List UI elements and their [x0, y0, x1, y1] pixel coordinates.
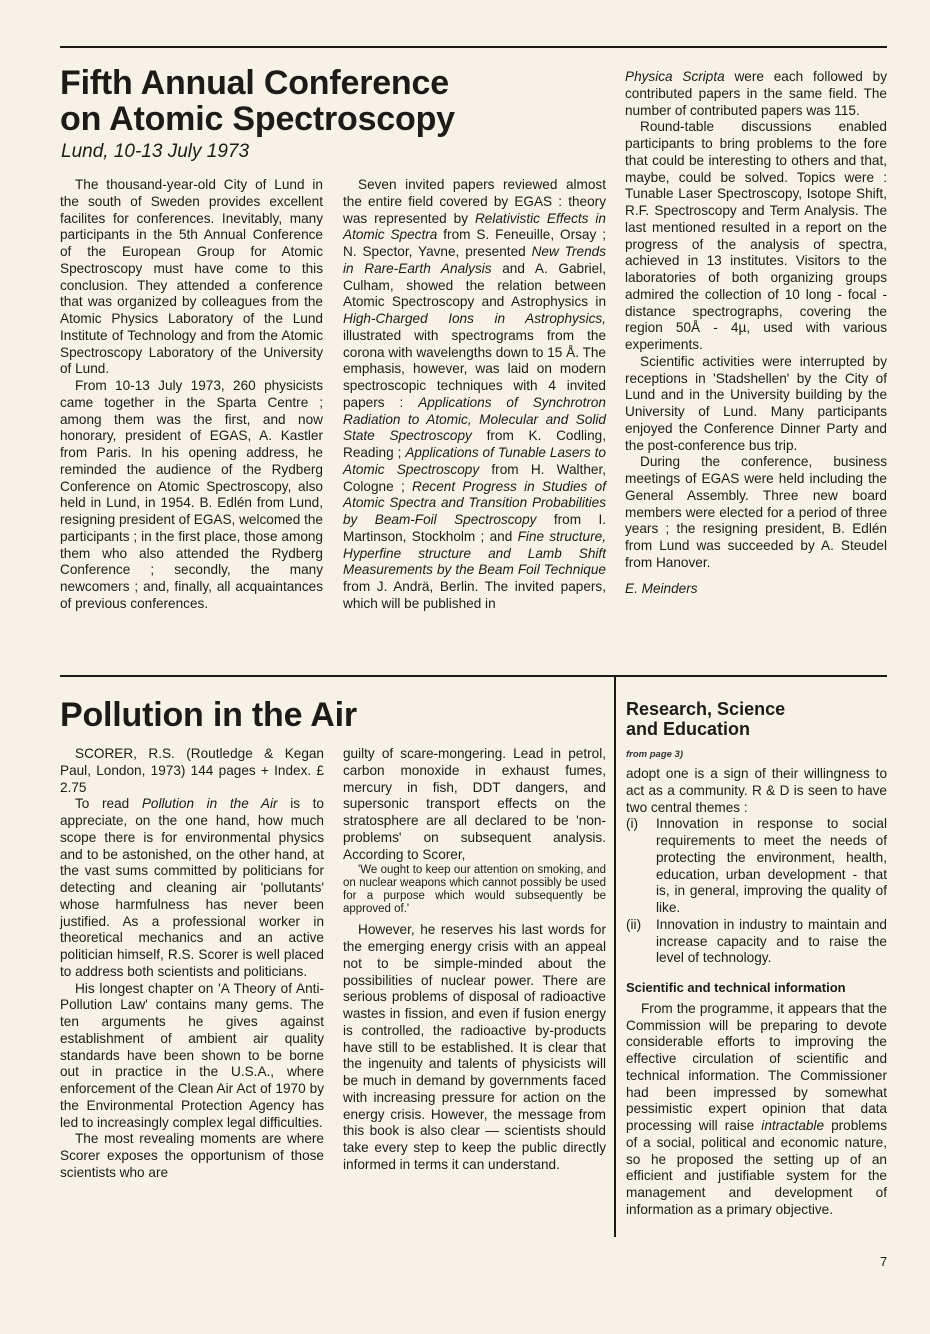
- c3-physica-scripta: Physica Scripta: [625, 69, 725, 84]
- research-item-2-num: (ii): [626, 916, 642, 932]
- c2-i5: Applications of Tunable Lasers to Atomic Spectroscopy: [343, 445, 606, 477]
- conference-title-line1: Fifth Annual Conference: [60, 64, 449, 102]
- research-item-1-num: (i): [626, 816, 639, 832]
- conference-col2-para: [343, 177, 606, 613]
- p1-a: To read: [75, 796, 142, 812]
- research-para2: [626, 1001, 887, 1219]
- conference-col3-para1: [625, 69, 887, 119]
- c2-s5: from K. Codling, Reading ;: [343, 428, 606, 460]
- conference-col1-para2: From 10-13 July 1973, 260 physicists came together in the Sparta Centre ; among them was the first, and now honorary, president of EGAS, A. Kastler from Paris. In his opening address, he reminded the audience of the Rydberg Conference on Atomic Spectroscopy, also held in Lund, in 1954. B. Edlén from Lund, resigning president of EGAS, welcomed the participants ; in the first place, those among them who also attended the Rydberg Conference ; secondly, the many newcomers ; and, finally, all acquaintances of previous conferences.: [60, 378, 323, 611]
- conference-author: E. Meinders: [625, 580, 698, 596]
- research-item-1-text: Innovation in response to social requirements to meet the needs of protecting the environment, health, education, urban development - that is, in general, improving the quality of like.: [656, 816, 887, 915]
- c2-i4: Applications of Synchrotron Radiation to Atomic, Molecular and Solid State Spectroscopy: [343, 394, 606, 444]
- c2-s3: and A. Gabriel, Culham, showed the relation between Atomic Spectroscopy and Astrophysics in: [343, 260, 607, 310]
- r-p2-i: intractable: [761, 1118, 825, 1133]
- conference-col1-para1: The thousand-year-old City of Lund in the south of Sweden provides excellent facilites for conferences. Inevitably, many participants in the 5th Annual Conference of the European Group for Atomic Spectroscopy must have come to this conclusion. They attended a conference that was organized by colleagues from the Atomic Physics Laboratory of the Lund Institute of Technology and from the Atomic Spectroscopy Laboratory of the University of Lund.: [60, 177, 323, 377]
- p1-b: is to appreciate, on the one hand, how much scope there is for environmental physics and to be astonished, on the other hand, at the vast sums committed by politicians for detecting and cleaning air 'pollutants' whose harmfulness has never been justified. As a professional worker in theoretical mechanics and an active politician himself, R.S. Scorer is well placed to address both scientists and politicians.: [60, 796, 324, 979]
- c2-i7: Fine structure, Hyperfine structure and Lamb Shift Measurements by the Beam Foil Technique: [343, 528, 606, 578]
- conference-title: [60, 65, 600, 137]
- c2-i2: New Trends in Rare-Earth Analysis: [343, 244, 606, 276]
- c2-s8: from J. Andrä, Berlin. The invited papers, which will be published in: [343, 579, 606, 611]
- r-p2-b: problems of a social, political and economic nature, so he proposed the setting up of an efficient and justifiable system for the management and development of information as a primary objective.: [626, 1118, 887, 1217]
- research-title: [626, 699, 785, 739]
- c2-s6: from H. Walther, Cologne ;: [343, 461, 607, 494]
- c2-s2: from S. Feneuille, Orsay ; N. Spector, Yavne, presented: [343, 227, 606, 259]
- pollution-col2: [343, 746, 606, 1174]
- research-from-page: from page 3): [626, 749, 684, 760]
- research-title-line2: and Education: [626, 719, 751, 739]
- research-item-1: [626, 816, 887, 917]
- c2-s7: from I. Martinson, Stockholm ; and: [343, 512, 607, 544]
- conference-col3-para2: Round-table discussions enabled participants to bring problems to the fore that could be interesting to others and that, maybe, could be solved. Topics were : Tunable Laser Spectroscopy, Isotope Shift, R.F. Spectroscopy and Term Analysis. The last mentioned resulted in a report on the progress of the analysis of spectra, achieved in 13 institutes. Visitors to the laboratories of both organizing groups admired the collection of 10 long - focal - distance spectrographs, covering the region 50Å - 4µ, used with various experiments.: [625, 119, 887, 352]
- pollution-quote: 'We ought to keep our attention on smoking, and on nuclear weapons which cannot possibly be used for a purpose which would subsequently be approved of.': [343, 864, 606, 916]
- conference-col3: [625, 69, 887, 597]
- pollution-col1-para2: [60, 796, 324, 980]
- conference-subtitle: Lund, 10-13 July 1973: [61, 141, 250, 162]
- c2-i1: Relativistic Effects in Atomic Spectra: [343, 210, 606, 243]
- conference-col3-para3: Scientific activities were interrupted by receptions in 'Stadshellen' by the City of Lund and in the University building by the University of Lund. Many participants enjoyed the Conference Dinner Party and the post-conference bus trip.: [625, 353, 887, 453]
- page-number: 7: [880, 1254, 888, 1269]
- c2-i3: High-Charged Ions in Astrophysics,: [343, 311, 606, 326]
- research-item-2-text: Innovation in industry to maintain and increase capacity and to raise the level of technology.: [656, 916, 887, 966]
- c3-p1-text: were each followed by contributed papers in the same field. The number of contributed papers was 115.: [625, 69, 888, 118]
- c2-s1: Seven invited papers reviewed almost the entire field covered by EGAS : theory was represented by: [343, 177, 606, 226]
- conference-col2: [343, 177, 606, 613]
- research-col: [626, 766, 887, 1219]
- pollution-col1-para4: The most revealing moments are where Scorer exposes the opportunism of those scientists who are: [60, 1131, 324, 1180]
- top-rule: [60, 46, 887, 48]
- research-item-2: [626, 917, 887, 967]
- research-title-line1: Research, Science: [626, 699, 786, 719]
- p1-book-title: Pollution in the Air: [141, 796, 278, 812]
- r-p2-a: From the programme, it appears that the Commission will be preparing to devote considerable efforts to improving the effective circulation of scientific and technical information. The Commissioner had been impressed by somewhat pessimistic expert opinion that data processing will raise: [626, 1000, 887, 1133]
- pollution-col2-para1: guilty of scare-mongering. Lead in petrol, carbon monoxide in exhaust fumes, mercury in fish, DDT dangers, and supersonic transport effects on the stratosphere are all declared to be 'non-problems' on subsequent analysis. According to Scorer,: [343, 746, 606, 862]
- research-para1: adopt one is a sign of their willingness to act as a community. R & D is seen to have two central themes :: [626, 766, 887, 815]
- middle-rule: [60, 675, 887, 677]
- vertical-rule: [614, 677, 616, 1237]
- pollution-col1: [60, 746, 324, 1182]
- conference-col3-para4: During the conference, business meetings of EGAS were held including the General Assembly. Three new board members were elected for a period of three years ; the resigning president, B. Edlén from Lund was succeeded by A. Steudel from Hanover.: [625, 454, 887, 570]
- research-section-head: Scientific and technical information: [626, 980, 846, 995]
- pollution-col1-para3: His longest chapter on 'A Theory of Anti-Pollution Law' contains many gems. The ten arguments he gives against establishment of ambient air quality standards have been shown to be borne out in practice in the U.S.A., where enforcement of the Clean Air Act of 1970 by the Environmental Protection Agency has led to increasingly complex legal difficulties.: [60, 980, 324, 1130]
- pollution-col1-para1: SCORER, R.S. (Routledge & Kegan Paul, London, 1973) 144 pages + Index. £ 2.75: [60, 746, 324, 795]
- conference-col1: [60, 177, 323, 613]
- pollution-title: Pollution in the Air: [60, 696, 357, 734]
- pollution-col2-para2: However, he reserves his last words for the emerging energy crisis with an appeal not to be simple-minded about the possibilities of nuclear power. There are serious problems of disposal of radioactive wastes in fission, and even if fusion energy is controlled, the radioactive by-products have still to be established. It is clear that the ingenuity and talents of physicists will be much in demand by governments faced with increasing pressure for action on the energy crisis. However, the message from this book is also clear — scientists should take every step to keep the public directly informed in terms it can understand.: [343, 922, 606, 1172]
- c2-i6: Recent Progress in Studies of Atomic Spectra and Transition Probabilities by Beam-Foil Spectroscopy: [343, 478, 606, 527]
- c2-s4: illustrated with spectrograms from the corona with wavelengths down to 15 Å. The emphasis, however, was laid on modern spectroscopic techniques with 4 invited papers :: [343, 327, 606, 410]
- conference-title-line2: on Atomic Spectroscopy: [60, 100, 455, 138]
